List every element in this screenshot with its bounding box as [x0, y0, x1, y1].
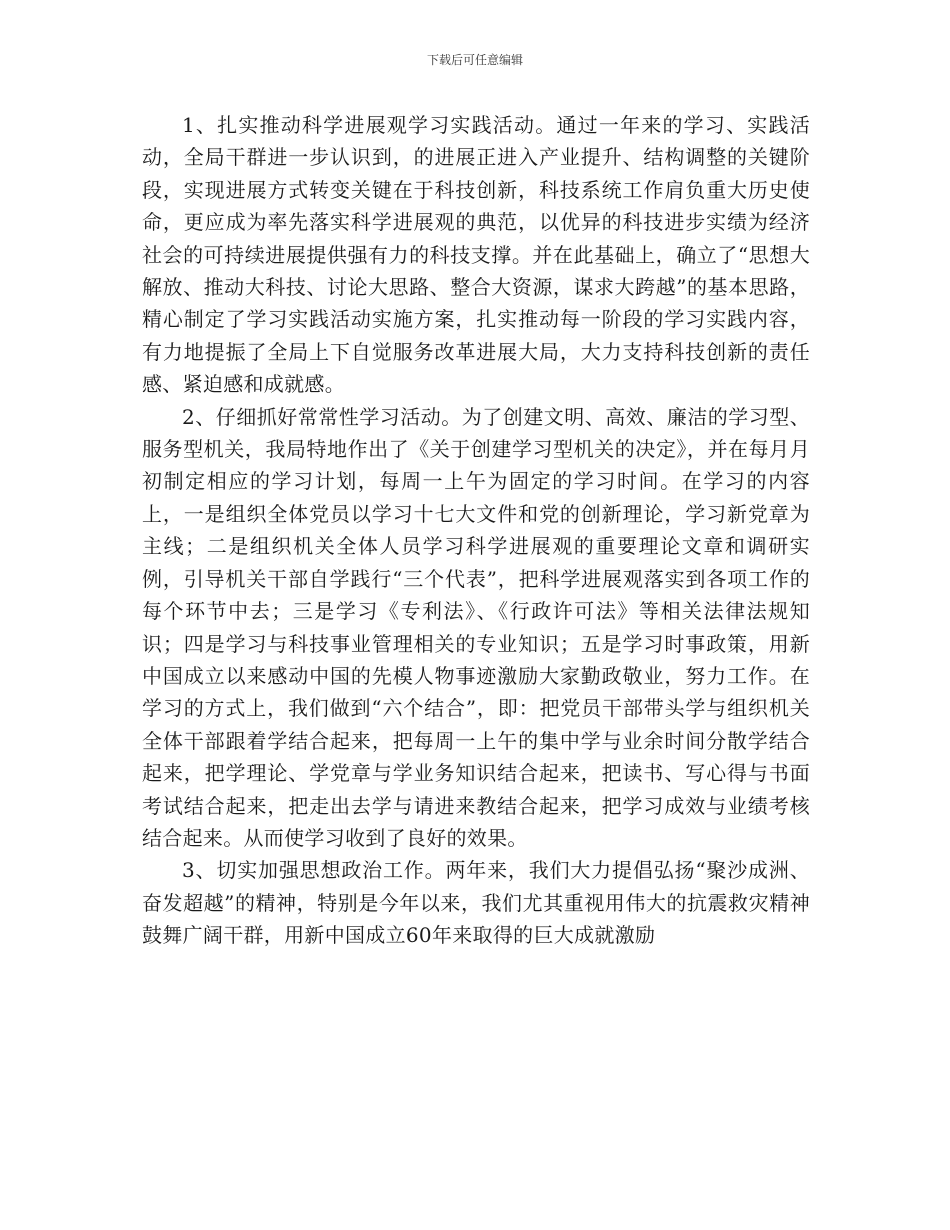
page-header: 下载后可任意编辑 [426, 53, 523, 67]
document-body [142, 109, 810, 952]
paragraph-1: 1、扎实推动科学进展观学习实践活动。通过一年来的学习、实践活动，全局干群进一步认识到，的进展正进入产业提升、结构调整的关键阶段，实现进展方式转变关键在于科技创新，科技系统工作肩负重大历史使命，更应成为率先落实科学进展观的典范，以优异的科技进步实绩为经济社会的可持续进展提供强有力的科技支撑。并在此基础上，确立了“思想大解放、推动大科技、讨论大思路、整合大资源，谋求大跨越”的基本思路，精心制定了学习实践活动实施方案，扎实推动每一阶段的学习实践内容，有力地提振了全局上下自觉服务改革进展大局，大力支持科技创新的责任感、紧迫感和成就感。 [142, 113, 810, 397]
paragraph-2: 2、仔细抓好常常性学习活动。为了创建文明、高效、廉洁的学习型、服务型机关，我局特地作出了《关于创建学习型机关的决定》，并在每月月初制定相应的学习计划，每周一上午为固定的学习时间。在学习的内容上，一是组织全体党员以学习十七大文件和党的创新理论，学习新党章为主线；二是组织机关全体人员学习科学进展观的重要理论文章和调研实例，引导机关干部自学践行“三个代表”，把科学进展观落实到各项工作的每个环节中去；三是学习《专利法》、《行政许可法》等相关法律法规知识；四是学习与科技事业管理相关的专业知识；五是学习时事政策，用新中国成立以来感动中国的先模人物事迹激励大家勤政敬业，努力工作。在学习的方式上，我们做到“六个结合”，即：把党员干部带头学与组织机关全体干部跟着学结合起来，把每周一上午的集中学与业余时间分散学结合起来，把学理论、学党章与学业务知识结合起来，把读书、写心得与书面考试结合起来，把走出去学与请进来教结合起来，把学习成效与业绩考核结合起来。从而使学习收到了良好的效果。 [142, 404, 810, 850]
paragraph-3: 3、切实加强思想政治工作。两年来，我们大力提倡弘扬“聚沙成洲、奋发超越”的精神，特别是今年以来，我们尤其重视用伟大的抗震救灾精神鼓舞广阔干群，用新中国成立60年来取得的巨大成就激励 [142, 858, 810, 948]
